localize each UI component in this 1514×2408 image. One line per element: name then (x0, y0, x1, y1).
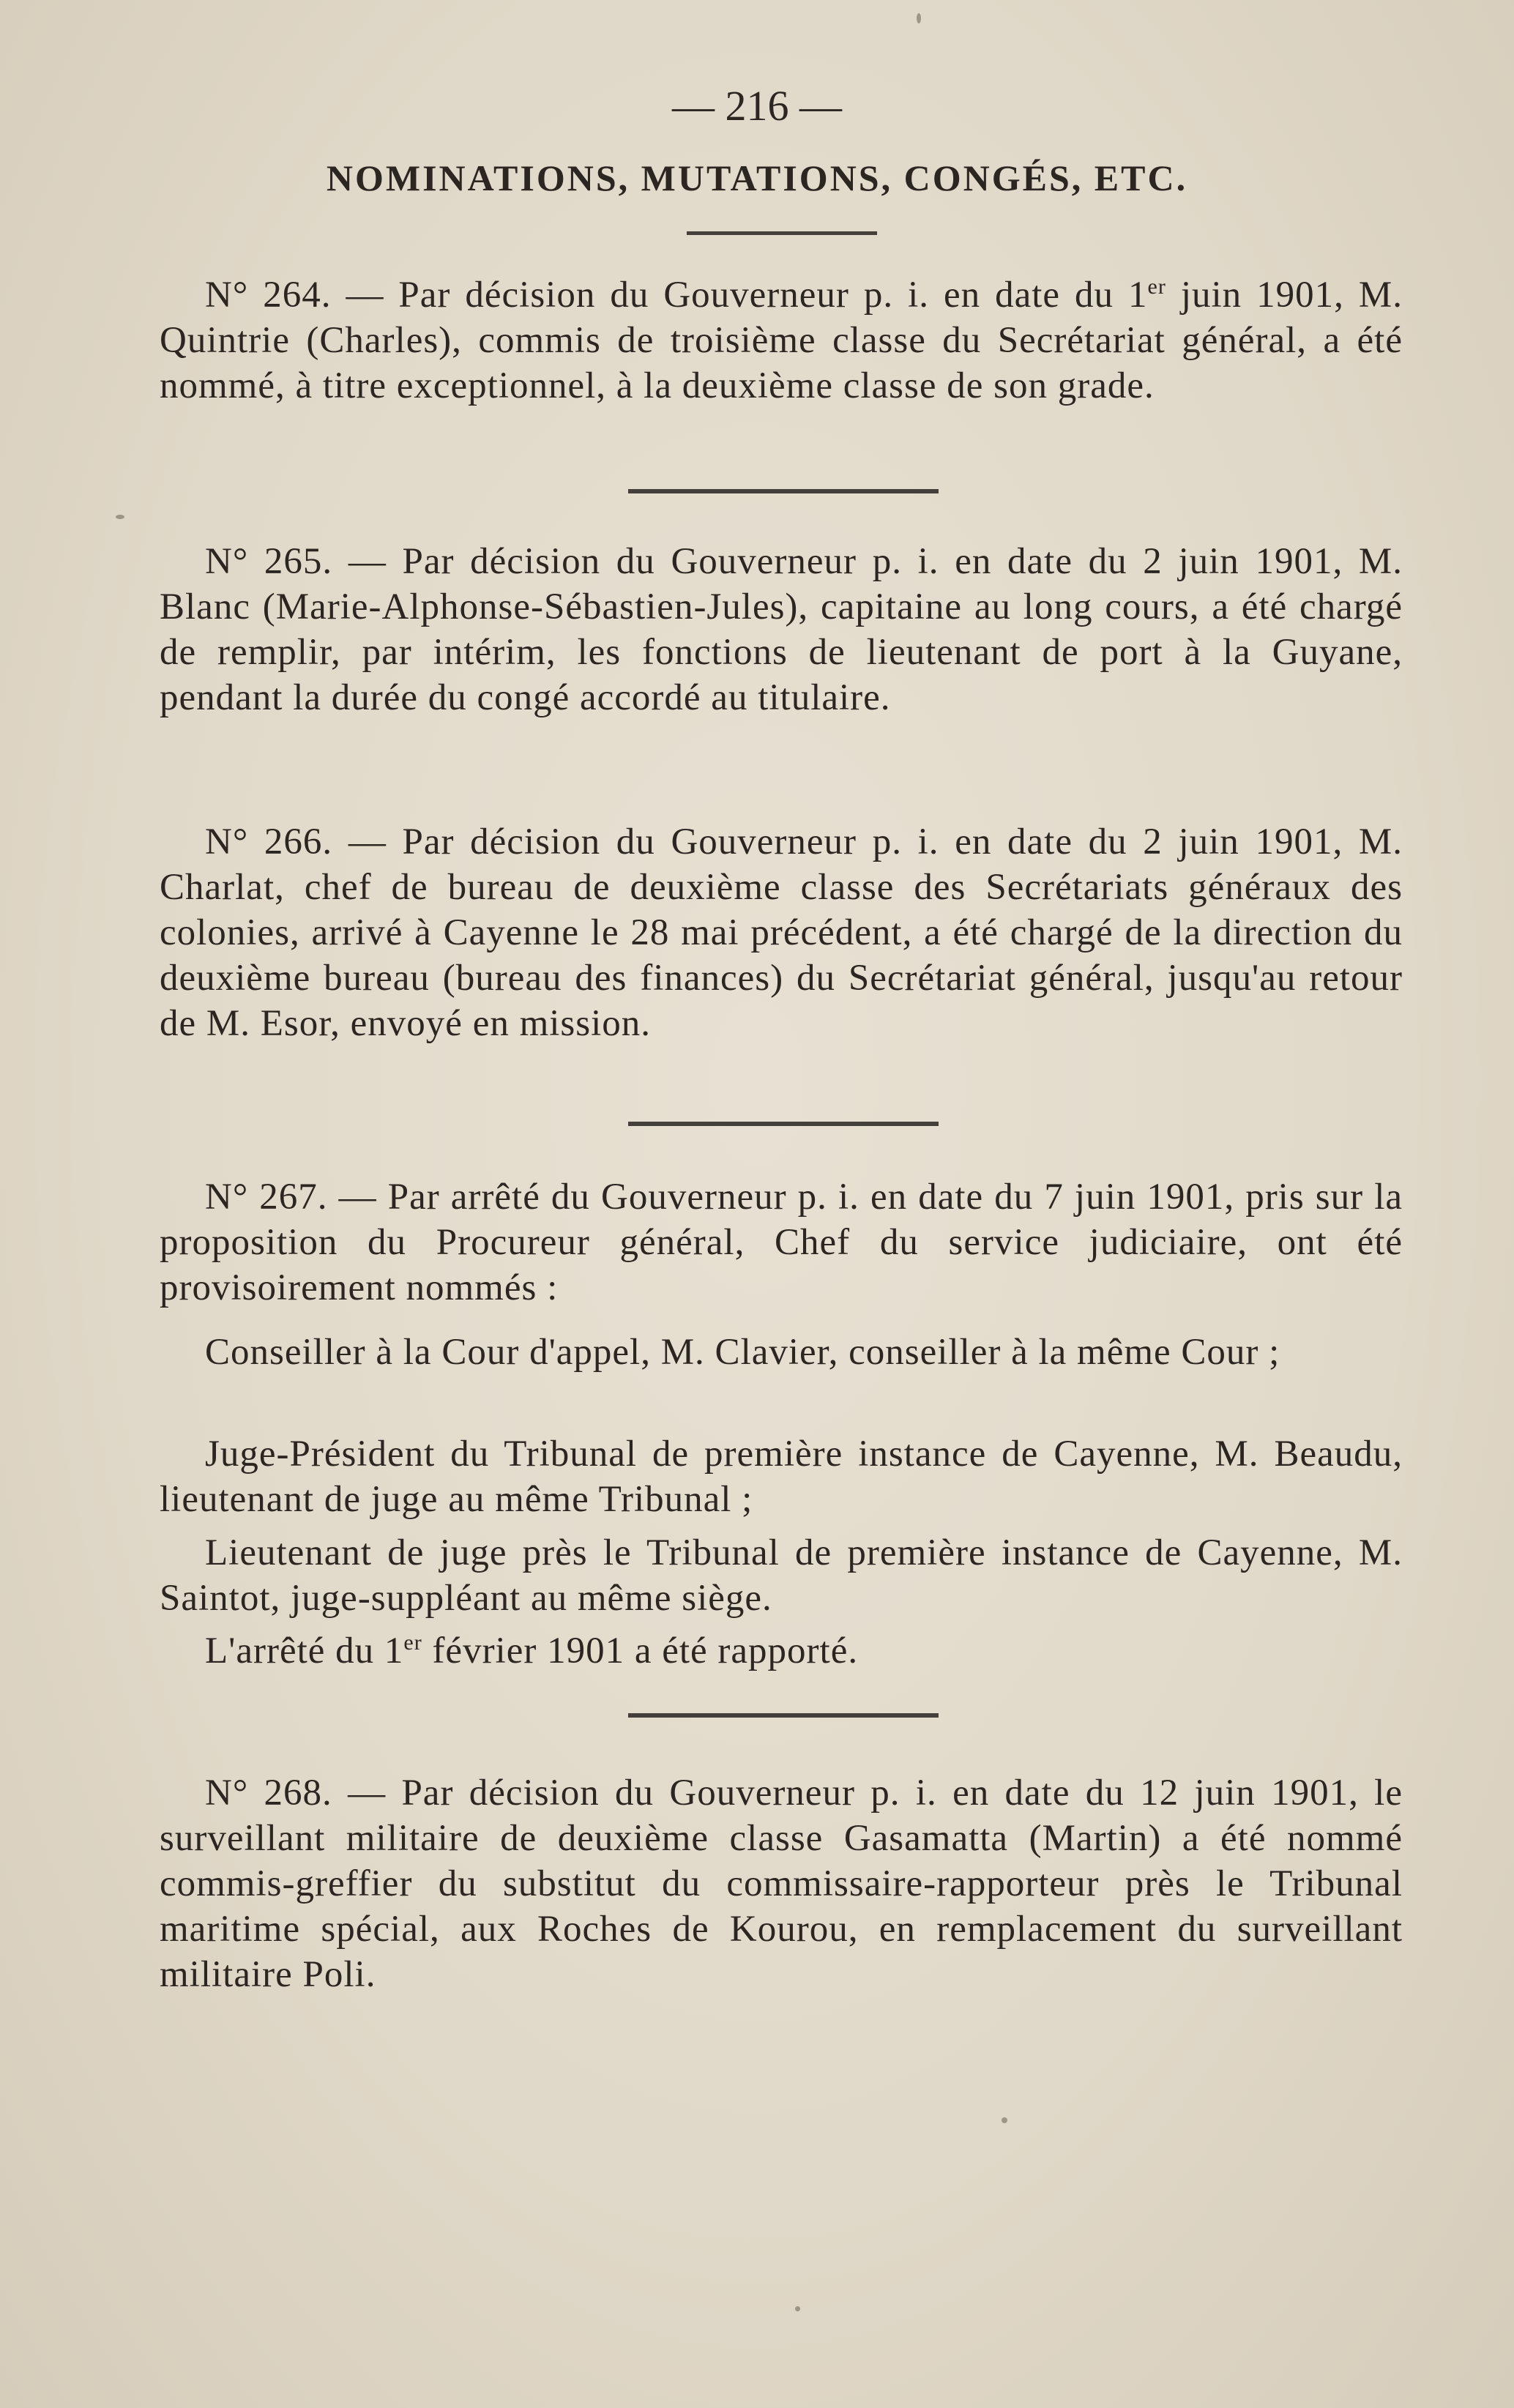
entry-264-sup: er (1147, 275, 1166, 299)
section-heading: NOMINATIONS, MUTATIONS, CONGÉS, ETC. (326, 157, 1188, 198)
paper-speck (1002, 2117, 1007, 2123)
entry-265: N° 265. — Par décision du Gouverneur p. i. en date du 2 juin 1901, M. Blanc (Marie-Alphonse-Sébastien-Jules), capitaine au long cours, a été chargé de remplir, par intérim, les fonctions de lieutenant de port à la Guyane, pendant la durée du congé accordé au titulaire. (160, 541, 1403, 718)
entry-267-item-3: Lieutenant de juge près le Tribunal de première instance de Cayenne, M. Saintot, juge-suppléant au même siège. (160, 1532, 1403, 1619)
entry-266: N° 266. — Par décision du Gouverneur p. i. en date du 2 juin 1901, M. Charlat, chef de bureau de deuxième classe des Secrétariats généraux des colonies, arrivé à Cayenne le 28 mai précédent, a été chargé de la direction du deuxième bureau (bureau des finances) du Secrétariat général, jusqu'au retour de M. Esor, envoyé en mission. (160, 821, 1403, 1044)
entry-separator-rule (628, 1713, 939, 1718)
entry-267-closing (160, 1628, 1403, 1674)
entry-267-item-1: Conseiller à la Cour d'appel, M. Clavier, conseiller à la même Cour ; (205, 1332, 1280, 1373)
entry-separator-rule (628, 489, 939, 493)
paper-speck (795, 2306, 800, 2311)
entry-separator-rule (628, 1122, 939, 1126)
heading-rule (687, 231, 877, 235)
entry-264-tail: juin 1901, M. Quintrie (Charles), commis de troisième classe du Secrétariat général, a été nommé, à titre exceptionnel, à la deuxième classe de son grade. (160, 275, 1403, 406)
entry-267: N° 267. — Par arrêté du Gouverneur p. i. en date du 7 juin 1901, pris sur la proposition du Procureur général, Chef du service judiciaire, ont été provisoirement nommés : (160, 1177, 1403, 1308)
entry-267-closing-sup: er (403, 1630, 422, 1655)
entry-264-lead: N° 264. — Par décision du Gouverneur p. i. en date du 1 (205, 275, 1148, 316)
entry-268: N° 268. — Par décision du Gouverneur p. i. en date du 12 juin 1901, le surveillant militaire de deuxième classe Gasamatta (Martin) a été nommé commis-greffier du substitut du commissaire-rapporteur près le Tribunal maritime spécial, aux Roches de Kourou, en remplacement du surveillant militaire Poli. (160, 1773, 1403, 1995)
entry-264 (160, 272, 1403, 409)
entry-267-closing-tail: février 1901 a été rapporté. (422, 1630, 859, 1671)
page-number: — 216 — (672, 82, 842, 130)
entry-267-item-2: Juge-Président du Tribunal de première instance de Cayenne, M. Beaudu, lieutenant de juge au même Tribunal ; (160, 1434, 1403, 1520)
paper-speck (116, 515, 124, 519)
entry-267-closing-lead: L'arrêté du 1 (205, 1630, 404, 1671)
paper-speck (917, 13, 921, 23)
